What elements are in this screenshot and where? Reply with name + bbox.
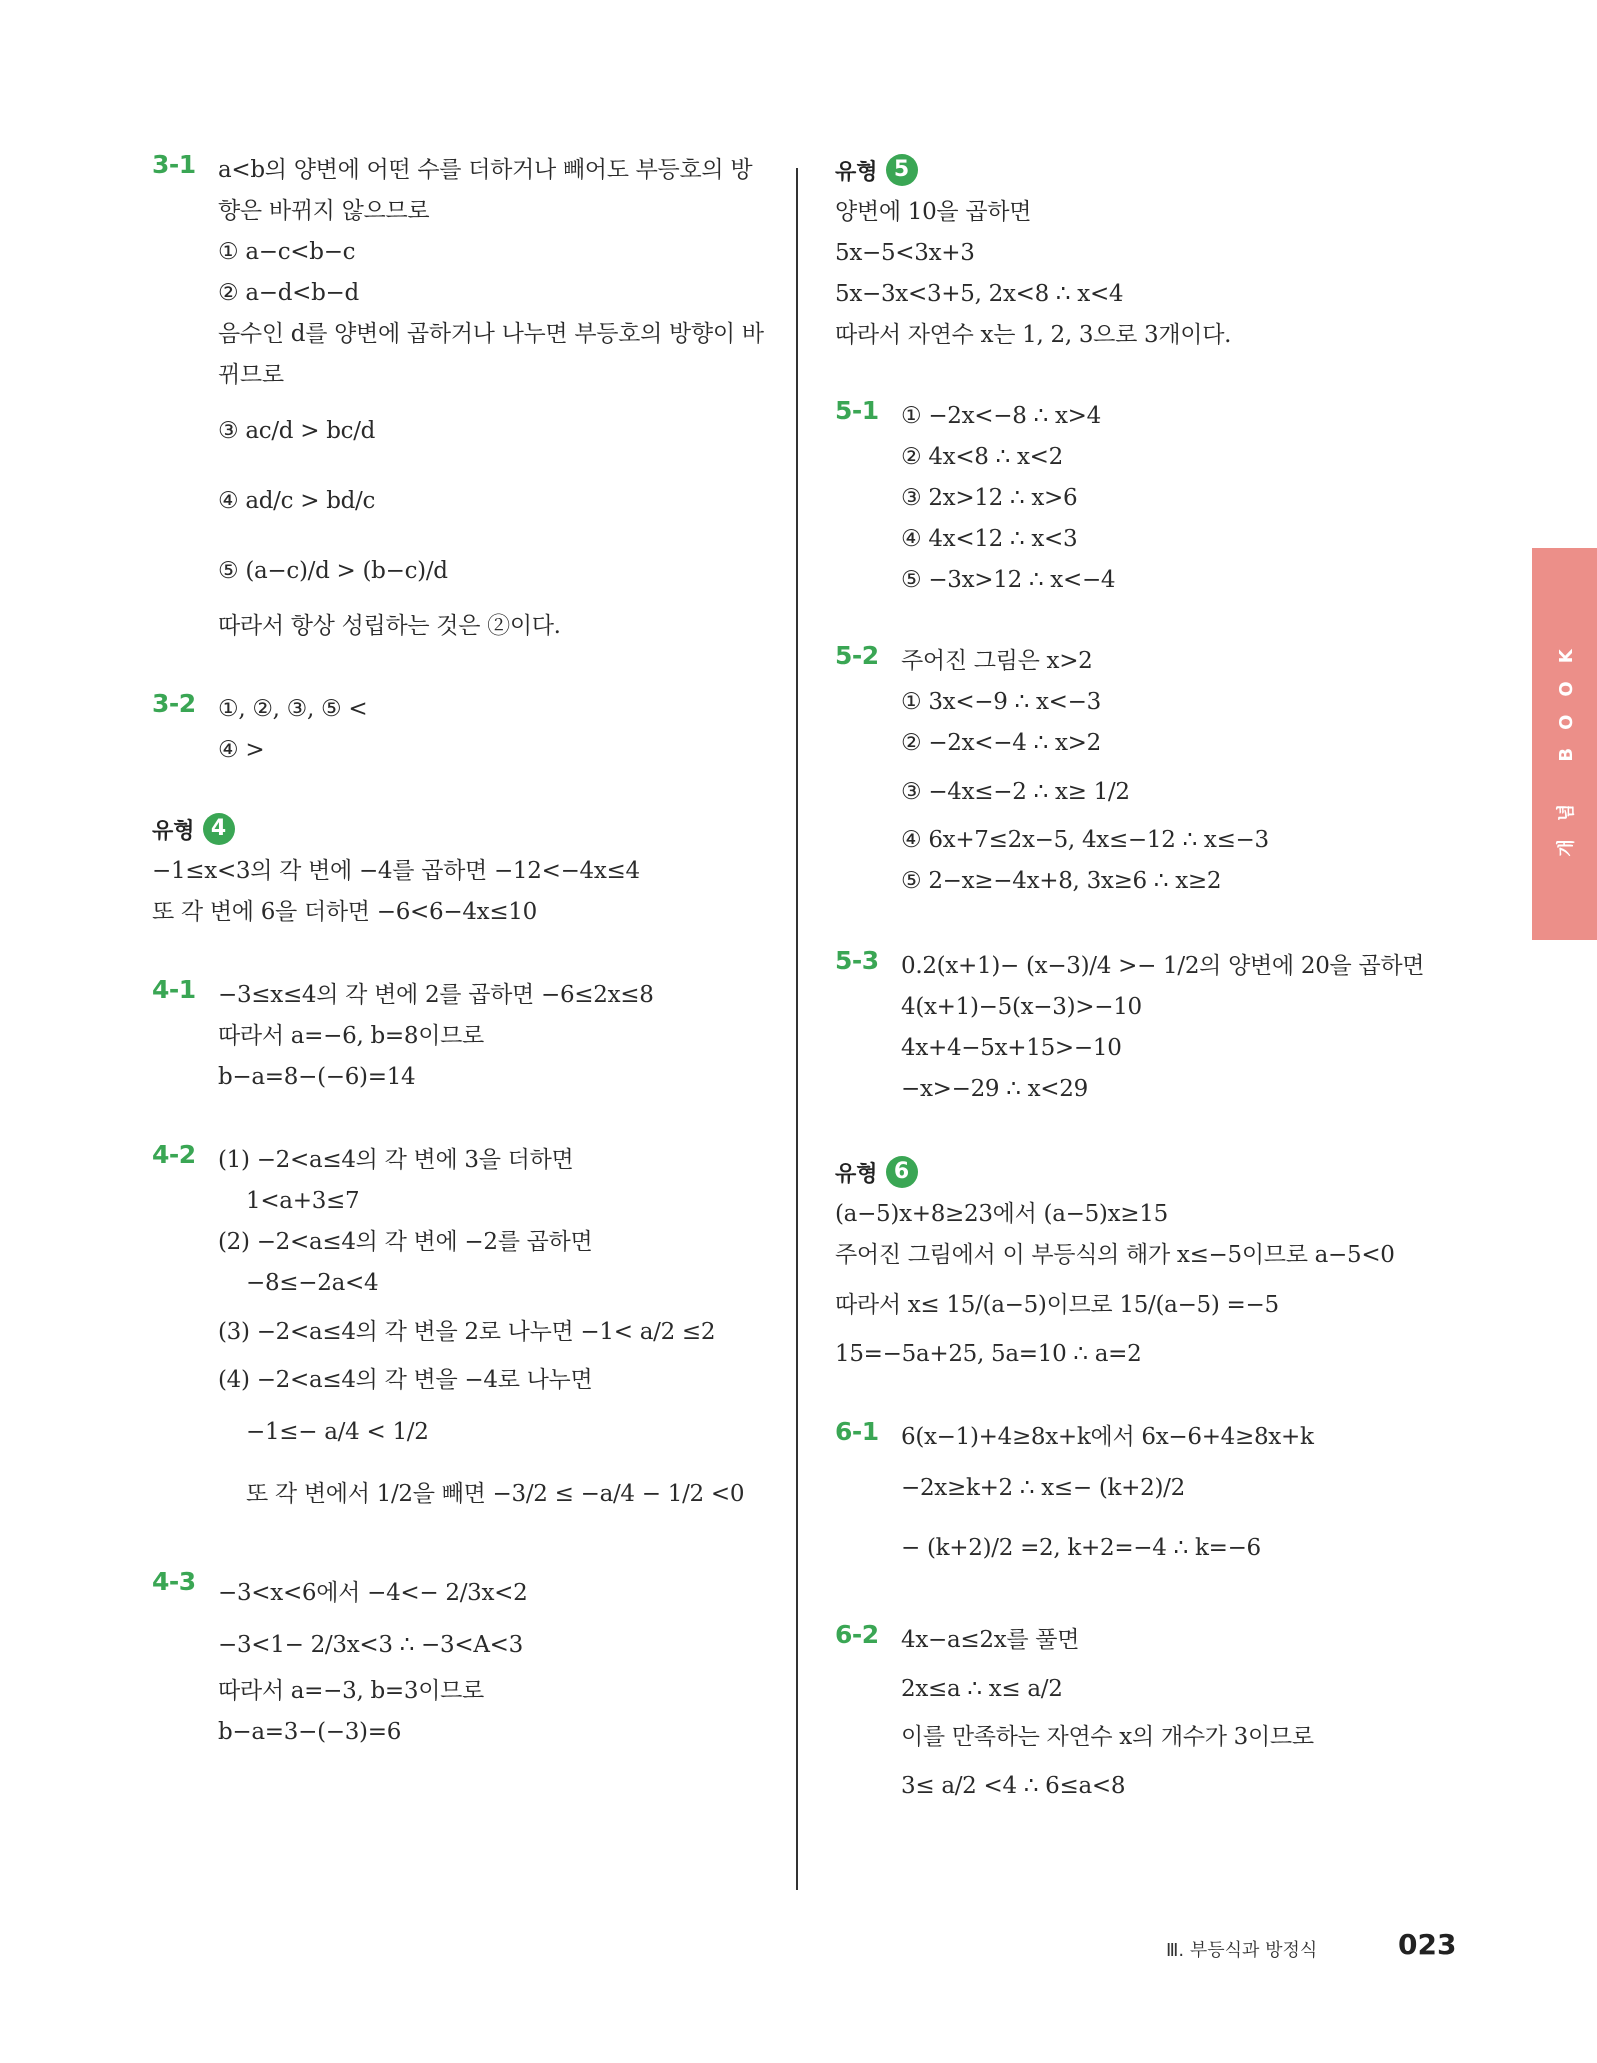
text-line: ② −2x<−4 ∴ x>2 bbox=[901, 730, 1101, 756]
text-line: 주어진 그림에서 이 부등식의 해가 x≤−5이므로 a−5<0 bbox=[835, 1242, 1395, 1268]
type-4-block bbox=[152, 809, 792, 933]
solution-4-2 bbox=[152, 1140, 792, 1525]
text-line: b−a=3−(−3)=6 bbox=[218, 1719, 402, 1745]
solution-6-2 bbox=[835, 1620, 1455, 1814]
problem-label: 3-1 bbox=[152, 150, 196, 179]
math-line: ③ ac/d > bc/d bbox=[218, 418, 376, 444]
text-line: ④ 6x+7≤2x−5, 4x≤−12 ∴ x≤−3 bbox=[901, 827, 1269, 853]
type-number-badge: 4 bbox=[203, 813, 235, 845]
text-line: 1<a+3≤7 bbox=[246, 1188, 360, 1214]
column-divider bbox=[796, 168, 798, 1890]
text-line: ⑤ −3x>12 ∴ x<−4 bbox=[901, 567, 1116, 593]
math-line: − (k+2)/2 =2, k+2=−4 ∴ k=−6 bbox=[901, 1535, 1261, 1561]
text-line: (a−5)x+8≥23에서 (a−5)x≥15 bbox=[835, 1201, 1168, 1227]
solution-6-1 bbox=[835, 1417, 1455, 1578]
text-line: 따라서 자연수 x는 1, 2, 3으로 3개이다. bbox=[835, 322, 1232, 348]
math-line: ⑤ (a−c)/d > (b−c)/d bbox=[218, 558, 448, 584]
type-word: 유형 bbox=[835, 1161, 878, 1187]
right-column bbox=[835, 150, 1455, 1814]
footer-chapter: Ⅲ. 부등식과 방정식 bbox=[1166, 1940, 1318, 1961]
text-line: 이를 만족하는 자연수 x의 개수가 3이므로 bbox=[901, 1724, 1314, 1750]
type-word: 유형 bbox=[835, 159, 878, 185]
math-line: −3<x<6에서 −4<− 2/3x<2 bbox=[218, 1580, 528, 1606]
solution-5-3 bbox=[835, 946, 1455, 1110]
math-line: −2x≥k+2 ∴ x≤− (k+2)/2 bbox=[901, 1475, 1185, 1501]
problem-label: 5-2 bbox=[835, 641, 879, 670]
text-line: ①, ②, ③, ⑤ < bbox=[218, 696, 368, 722]
left-column bbox=[152, 150, 792, 1753]
text-line: ⑤ 2−x≥−4x+8, 3x≥6 ∴ x≥2 bbox=[901, 868, 1222, 894]
text-line: −x>−29 ∴ x<29 bbox=[901, 1076, 1088, 1102]
problem-label: 3-2 bbox=[152, 689, 196, 718]
text-line: (4) −2<a≤4의 각 변을 −4로 나누면 bbox=[218, 1367, 593, 1393]
math-line: ③ −4x≤−2 ∴ x≥ 1/2 bbox=[901, 779, 1130, 805]
solution-5-1 bbox=[835, 396, 1455, 601]
text-line: 따라서 항상 성립하는 것은 ②이다. bbox=[218, 613, 561, 639]
text-line: 뀌므로 bbox=[218, 362, 284, 388]
text-line: 5x−3x<3+5, 2x<8 ∴ x<4 bbox=[835, 281, 1124, 307]
text-line: 4x−a≤2x를 풀면 bbox=[901, 1627, 1080, 1653]
text-line: 음수인 d를 양변에 곱하거나 나누면 부등호의 방향이 바 bbox=[218, 321, 764, 347]
math-line: ④ ad/c > bd/c bbox=[218, 488, 376, 514]
text-line: b−a=8−(−6)=14 bbox=[218, 1064, 416, 1090]
math-line: 0.2(x+1)− (x−3)/4 >− 1/2의 양변에 20을 곱하면 bbox=[901, 953, 1425, 979]
type-word: 유형 bbox=[152, 818, 195, 844]
solution-5-2 bbox=[835, 641, 1455, 902]
page-number: 023 bbox=[1398, 1928, 1457, 1961]
type-5-block bbox=[835, 150, 1455, 356]
math-line: (3) −2<a≤4의 각 변을 2로 나누면 −1< a/2 ≤2 bbox=[218, 1319, 716, 1345]
problem-label: 5-3 bbox=[835, 946, 879, 975]
problem-label: 4-2 bbox=[152, 1140, 196, 1169]
text-line: ② a−d<b−d bbox=[218, 280, 359, 306]
text-line: 따라서 a=−3, b=3이므로 bbox=[218, 1678, 484, 1704]
text-line: ③ 2x>12 ∴ x>6 bbox=[901, 485, 1078, 511]
text-line: ① 3x<−9 ∴ x<−3 bbox=[901, 689, 1101, 715]
text-line: ④ > bbox=[218, 737, 265, 763]
text-line: ② 4x<8 ∴ x<2 bbox=[901, 444, 1063, 470]
text-line: 4(x+1)−5(x−3)>−10 bbox=[901, 994, 1142, 1020]
type-heading bbox=[152, 809, 792, 849]
text-line: 6(x−1)+4≥8x+k에서 6x−6+4≥8x+k bbox=[901, 1424, 1314, 1450]
side-tab-concept-book bbox=[1532, 548, 1597, 940]
text-line: a<b의 양변에 어떤 수를 더하거나 빼어도 부등호의 방 bbox=[218, 157, 753, 183]
problem-label: 6-2 bbox=[835, 1620, 879, 1649]
problem-label: 4-1 bbox=[152, 975, 196, 1004]
problem-label: 6-1 bbox=[835, 1417, 879, 1446]
text-line: 또 각 변에 6을 더하면 −6<6−4x≤10 bbox=[152, 899, 537, 925]
side-tab-label: 개념 BOOK bbox=[1555, 631, 1577, 857]
text-line: 15=−5a+25, 5a=10 ∴ a=2 bbox=[835, 1341, 1142, 1367]
text-line: 향은 바뀌지 않으므로 bbox=[218, 198, 430, 224]
type-6-block bbox=[835, 1152, 1455, 1375]
text-line: 양변에 10을 곱하면 bbox=[835, 199, 1032, 225]
math-line: 3≤ a/2 <4 ∴ 6≤a<8 bbox=[901, 1773, 1126, 1799]
text-line: ① −2x<−8 ∴ x>4 bbox=[901, 403, 1101, 429]
text-line: ④ 4x<12 ∴ x<3 bbox=[901, 526, 1078, 552]
text-line: 주어진 그림은 x>2 bbox=[901, 648, 1093, 674]
solution-4-1 bbox=[152, 975, 792, 1098]
type-number-badge: 6 bbox=[886, 1156, 918, 1188]
type-heading bbox=[835, 1152, 1455, 1192]
text-line: 따라서 a=−6, b=8이므로 bbox=[218, 1023, 484, 1049]
math-line: 2x≤a ∴ x≤ a/2 bbox=[901, 1676, 1063, 1702]
text-line: −1≤x<3의 각 변에 −4를 곱하면 −12<−4x≤4 bbox=[152, 858, 640, 884]
text-line: ① a−c<b−c bbox=[218, 239, 356, 265]
type-number-badge: 5 bbox=[886, 154, 918, 186]
math-line: 따라서 x≤ 15/(a−5)이므로 15/(a−5) =−5 bbox=[835, 1292, 1279, 1318]
math-line: −1≤− a/4 < 1/2 bbox=[246, 1419, 429, 1445]
type-heading bbox=[835, 150, 1455, 190]
text-line: (1) −2<a≤4의 각 변에 3을 더하면 bbox=[218, 1147, 574, 1173]
solution-4-3 bbox=[152, 1567, 792, 1753]
math-line: 또 각 변에서 1/2을 빼면 −3/2 ≤ −a/4 − 1/2 <0 bbox=[246, 1481, 745, 1507]
problem-label: 5-1 bbox=[835, 396, 879, 425]
text-line: 4x+4−5x+15>−10 bbox=[901, 1035, 1122, 1061]
text-line: −8≤−2a<4 bbox=[246, 1270, 379, 1296]
text-line: −3≤x≤4의 각 변에 2를 곱하면 −6≤2x≤8 bbox=[218, 982, 654, 1008]
text-line: (2) −2<a≤4의 각 변에 −2를 곱하면 bbox=[218, 1229, 593, 1255]
problem-label: 4-3 bbox=[152, 1567, 196, 1596]
solution-3-1 bbox=[152, 150, 792, 647]
text-line: 5x−5<3x+3 bbox=[835, 240, 975, 266]
solution-3-2 bbox=[152, 689, 792, 771]
math-line: −3<1− 2/3x<3 ∴ −3<A<3 bbox=[218, 1632, 523, 1658]
